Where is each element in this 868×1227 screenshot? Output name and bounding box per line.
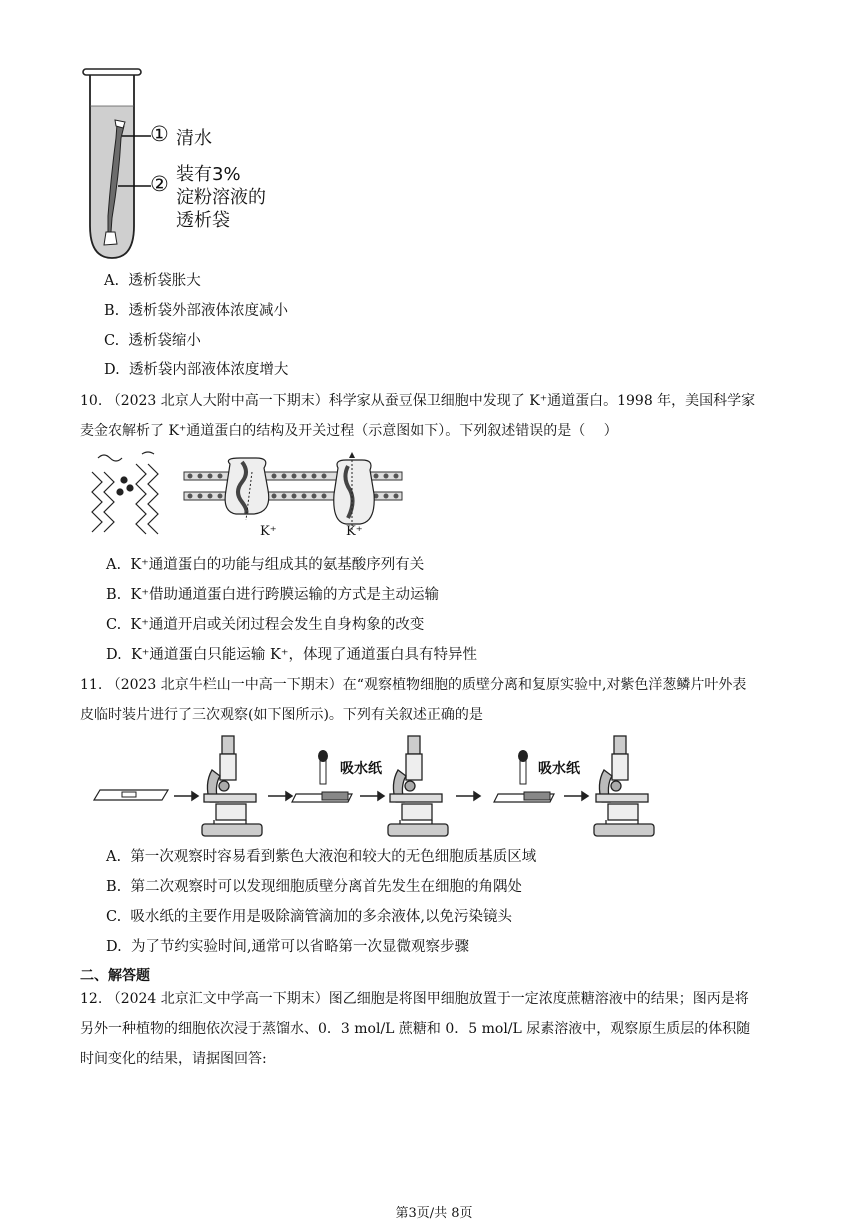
blotting-paper-label-2: 吸水纸: [538, 761, 580, 777]
q10-option-a: A. K⁺通道蛋白的功能与组成其的氨基酸序列有关: [106, 557, 425, 573]
q9-option-c: C. 透析袋缩小: [104, 333, 201, 349]
q10-stem-line-1: 10. （2023 北京人大附中高一下期末）科学家从蚕豆保卫细胞中发现了 K⁺通道蛋白。1998 年，美国科学家: [80, 393, 756, 409]
k-ion-label-closed: K⁺: [260, 524, 277, 539]
q9-option-d: D. 透析袋内部液体浓度增大: [104, 362, 289, 378]
q11-option-d: D. 为了节约实验时间,通常可以省略第一次显微观察步骤: [106, 939, 470, 955]
q11-option-c: C. 吸水纸的主要作用是吸除滴管滴加的多余液体,以免污染镜头: [106, 909, 513, 925]
blotting-paper-label-1: 吸水纸: [340, 761, 382, 777]
q12-stem-line-1: 12. （2024 北京汇文中学高一下期末）图乙细胞是将图甲细胞放置于一定浓度蔗糖溶液中的结果；图丙是将: [80, 991, 749, 1007]
q11-stem-line-1: 11. （2023 北京牛栏山一中高一下期末）在“观察植物细胞的质壁分离和复原实验中,对紫色洋葱鳞片叶外表: [80, 677, 747, 693]
q10-option-c: C. K⁺通道开启或关闭过程会发生自身构象的改变: [106, 617, 425, 633]
section-heading: 二、解答题: [80, 968, 150, 984]
q9-option-a: A. 透析袋胀大: [104, 273, 201, 289]
label-2-line-1: 装有3%: [176, 164, 241, 185]
q11-stem-line-2: 皮临时装片进行了三次观察(如下图所示)。下列有关叙述正确的是: [80, 707, 483, 723]
q9-option-b: B. 透析袋外部液体浓度减小: [104, 303, 288, 319]
k-channel-figure: [84, 450, 404, 546]
test-tube-figure: [78, 66, 328, 266]
k-ion-label-open: K⁺: [346, 524, 363, 539]
q10-stem-line-2: 麦金农解析了 K⁺通道蛋白的结构及开关过程（示意图如下）。下列叙述错误的是（ ）: [80, 423, 618, 439]
page-number-footer: 第3页/共 8页: [395, 1206, 473, 1221]
q10-option-b: B. K⁺借助通道蛋白进行跨膜运输的方式是主动运输: [106, 587, 439, 603]
q12-stem-line-2: 另外一种植物的细胞依次浸于蒸馏水、0．3 mol/L 蔗糖和 0．5 mol/L 尿素溶液中，观察原生质层的体积随: [80, 1021, 751, 1037]
microscope-process-figure: [92, 734, 676, 838]
microscope-process-diagram: [92, 734, 676, 838]
label-2-line-2: 淀粉溶液的: [176, 187, 266, 208]
label-2-number: ②: [150, 172, 169, 196]
label-2-line-3: 透析袋: [176, 210, 230, 231]
label-1-number: ①: [150, 122, 169, 146]
q12-stem-line-3: 时间变化的结果，请据图回答:: [80, 1051, 267, 1067]
label-1-text: 清水: [176, 128, 212, 149]
q11-option-b: B. 第二次观察时可以发现细胞质壁分离首先发生在细胞的角隅处: [106, 879, 522, 895]
q10-option-d: D. K⁺通道蛋白只能运输 K⁺，体现了通道蛋白具有特异性: [106, 647, 478, 663]
q11-option-a: A. 第一次观察时容易看到紫色大液泡和较大的无色细胞质基质区域: [106, 849, 537, 865]
